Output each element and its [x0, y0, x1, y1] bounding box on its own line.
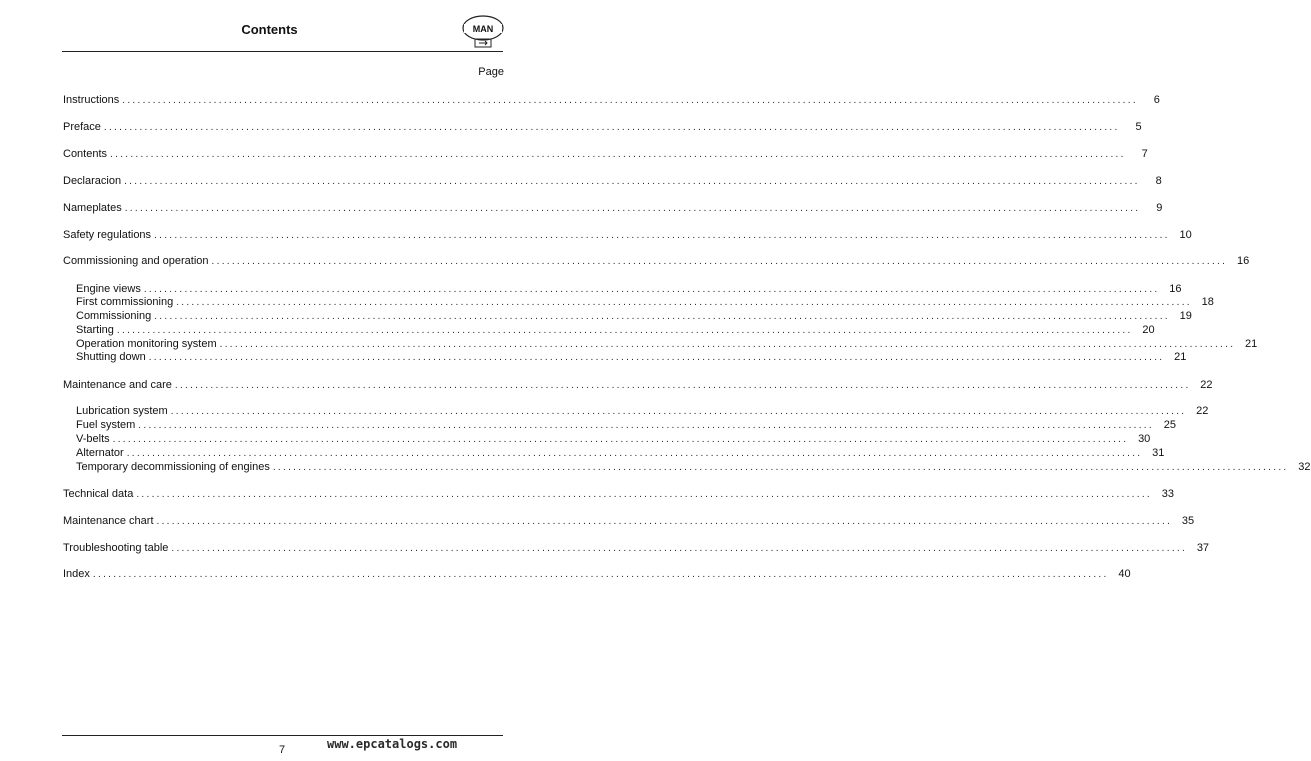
toc-entry[interactable]: [76, 446, 1165, 460]
toc-leader-dots: ........................................................................................................................................................................................................: [122, 94, 1138, 106]
toc-entry-page: 21: [1245, 338, 1258, 350]
toc-leader-dots: ........................................................................................................................................................................................................: [272, 461, 1289, 473]
toc-leader-dots: ........................................................................................................................................................................................................: [219, 338, 1236, 350]
toc-leader-dots: ........................................................................................................................................................................................................: [110, 148, 1126, 160]
toc-entry-page: 32: [1298, 461, 1311, 473]
toc-entry-label: Instructions: [63, 94, 120, 106]
toc-entry-label: Engine views: [76, 283, 141, 295]
toc-entry-label: V-belts: [76, 433, 110, 445]
toc-entry-page: 40: [1118, 568, 1131, 580]
toc-entry[interactable]: [63, 93, 1160, 107]
toc-entry-page: 6: [1153, 94, 1160, 106]
toc-entry-label: Maintenance and care: [63, 379, 172, 391]
toc-entry-label: Commissioning and operation: [63, 255, 209, 267]
toc-leader-dots: ........................................................................................................................................................................................................: [176, 296, 1192, 308]
toc-entry-page: 22: [1200, 379, 1213, 391]
toc-entry[interactable]: [76, 432, 1151, 446]
toc-leader-dots: ........................................................................................................................................................................................................: [112, 433, 1129, 445]
toc-entry-label: Preface: [63, 121, 101, 133]
toc-entry-label: Shutting down: [76, 351, 146, 363]
toc-entry[interactable]: [63, 378, 1213, 392]
toc-entry[interactable]: [76, 295, 1214, 309]
toc-entry[interactable]: [63, 487, 1174, 501]
footer-divider: [62, 735, 503, 736]
toc-entry[interactable]: [63, 514, 1195, 528]
toc-leader-dots: ........................................................................................................................................................................................................: [92, 568, 1109, 580]
toc-leader-dots: ........................................................................................................................................................................................................: [103, 121, 1120, 133]
toc-entry-page: 20: [1142, 324, 1155, 336]
toc-entry-label: Troubleshooting table: [63, 542, 169, 554]
toc-entry-page: 19: [1179, 310, 1192, 322]
toc-entry-label: Lubrication system: [76, 405, 168, 417]
toc-entry-label: Safety regulations: [63, 229, 152, 241]
toc-entry-label: Contents: [63, 148, 108, 160]
page-number: 7: [279, 744, 286, 756]
page-column-label: Page: [478, 66, 504, 78]
toc-entry[interactable]: [76, 350, 1187, 364]
toc-entry-page: 7: [1141, 148, 1148, 160]
toc-entry-label: Fuel system: [76, 419, 136, 431]
toc-entry[interactable]: [76, 309, 1192, 323]
toc-leader-dots: ........................................................................................................................................................................................................: [154, 229, 1170, 241]
toc-entry[interactable]: [63, 228, 1192, 242]
toc-leader-dots: ........................................................................................................................................................................................................: [156, 515, 1173, 527]
toc-entry-label: Technical data: [63, 488, 134, 500]
toc-entry-label: Nameplates: [63, 202, 122, 214]
toc-entry[interactable]: [63, 541, 1210, 555]
toc-entry-label: Maintenance chart: [63, 515, 154, 527]
toc-entry[interactable]: [63, 174, 1162, 188]
toc-entry-label: Commissioning: [76, 310, 152, 322]
toc-entry-page: 21: [1174, 351, 1187, 363]
toc-leader-dots: ........................................................................................................................................................................................................: [126, 447, 1143, 459]
toc-leader-dots: ........................................................................................................................................................................................................: [138, 419, 1154, 431]
toc-entry-page: 16: [1236, 255, 1250, 267]
page-title: Contents: [241, 22, 298, 37]
toc-leader-dots: ........................................................................................................................................................................................................: [148, 351, 1165, 363]
toc-leader-dots: ........................................................................................................................................................................................................: [116, 324, 1133, 336]
toc-entry[interactable]: [76, 460, 1311, 474]
toc-entry-label: Operation monitoring system: [76, 338, 217, 350]
toc-entry[interactable]: [76, 418, 1176, 432]
toc-entry-page: 10: [1179, 229, 1192, 241]
toc-entry-page: 18: [1201, 296, 1214, 308]
toc-entry-page: 35: [1181, 515, 1195, 527]
toc-leader-dots: ........................................................................................................................................................................................................: [211, 255, 1228, 267]
toc-entry-page: 9: [1156, 202, 1163, 214]
toc-entry-page: 8: [1155, 175, 1162, 187]
toc-entry-page: 37: [1196, 542, 1210, 554]
toc-entry-label: Index: [63, 568, 90, 580]
toc-entry-page: 22: [1196, 405, 1209, 417]
header-divider: [62, 51, 503, 52]
toc-entry-label: Alternator: [76, 447, 124, 459]
toc-leader-dots: ........................................................................................................................................................................................................: [154, 310, 1170, 322]
toc-leader-dots: ........................................................................................................................................................................................................: [143, 283, 1160, 295]
watermark: www.epcatalogs.com: [327, 737, 458, 751]
toc-entry[interactable]: [76, 282, 1182, 296]
man-logo-icon: [462, 15, 504, 49]
toc-entry[interactable]: [76, 323, 1155, 337]
toc-entry[interactable]: [63, 120, 1142, 134]
toc-entry-label: Starting: [76, 324, 114, 336]
toc-entry-label: First commissioning: [76, 296, 174, 308]
svg-text:MAN: MAN: [472, 24, 494, 34]
toc-entry-page: 30: [1138, 433, 1151, 445]
toc-entry[interactable]: [63, 567, 1131, 581]
toc-entry[interactable]: [76, 404, 1209, 418]
toc-entry-page: 25: [1163, 419, 1176, 431]
toc-entry[interactable]: [63, 254, 1250, 268]
toc-leader-dots: ........................................................................................................................................................................................................: [174, 379, 1191, 391]
toc-entry-page: 33: [1161, 488, 1174, 500]
toc-entry-page: 31: [1152, 447, 1165, 459]
toc-leader-dots: ........................................................................................................................................................................................................: [136, 488, 1152, 500]
toc-entry-page: 16: [1169, 283, 1182, 295]
toc-entry[interactable]: [76, 337, 1258, 351]
toc-entry-page: 5: [1135, 121, 1142, 133]
toc-entry-label: Temporary decommissioning of engines: [76, 461, 270, 473]
toc-leader-dots: ........................................................................................................................................................................................................: [170, 405, 1187, 417]
toc-leader-dots: ........................................................................................................................................................................................................: [171, 542, 1188, 554]
toc-leader-dots: ........................................................................................................................................................................................................: [124, 175, 1140, 187]
toc-leader-dots: ........................................................................................................................................................................................................: [124, 202, 1141, 214]
toc-entry[interactable]: [63, 147, 1148, 161]
toc-entry-label: Declaracion: [63, 175, 122, 187]
toc-entry[interactable]: [63, 201, 1163, 215]
